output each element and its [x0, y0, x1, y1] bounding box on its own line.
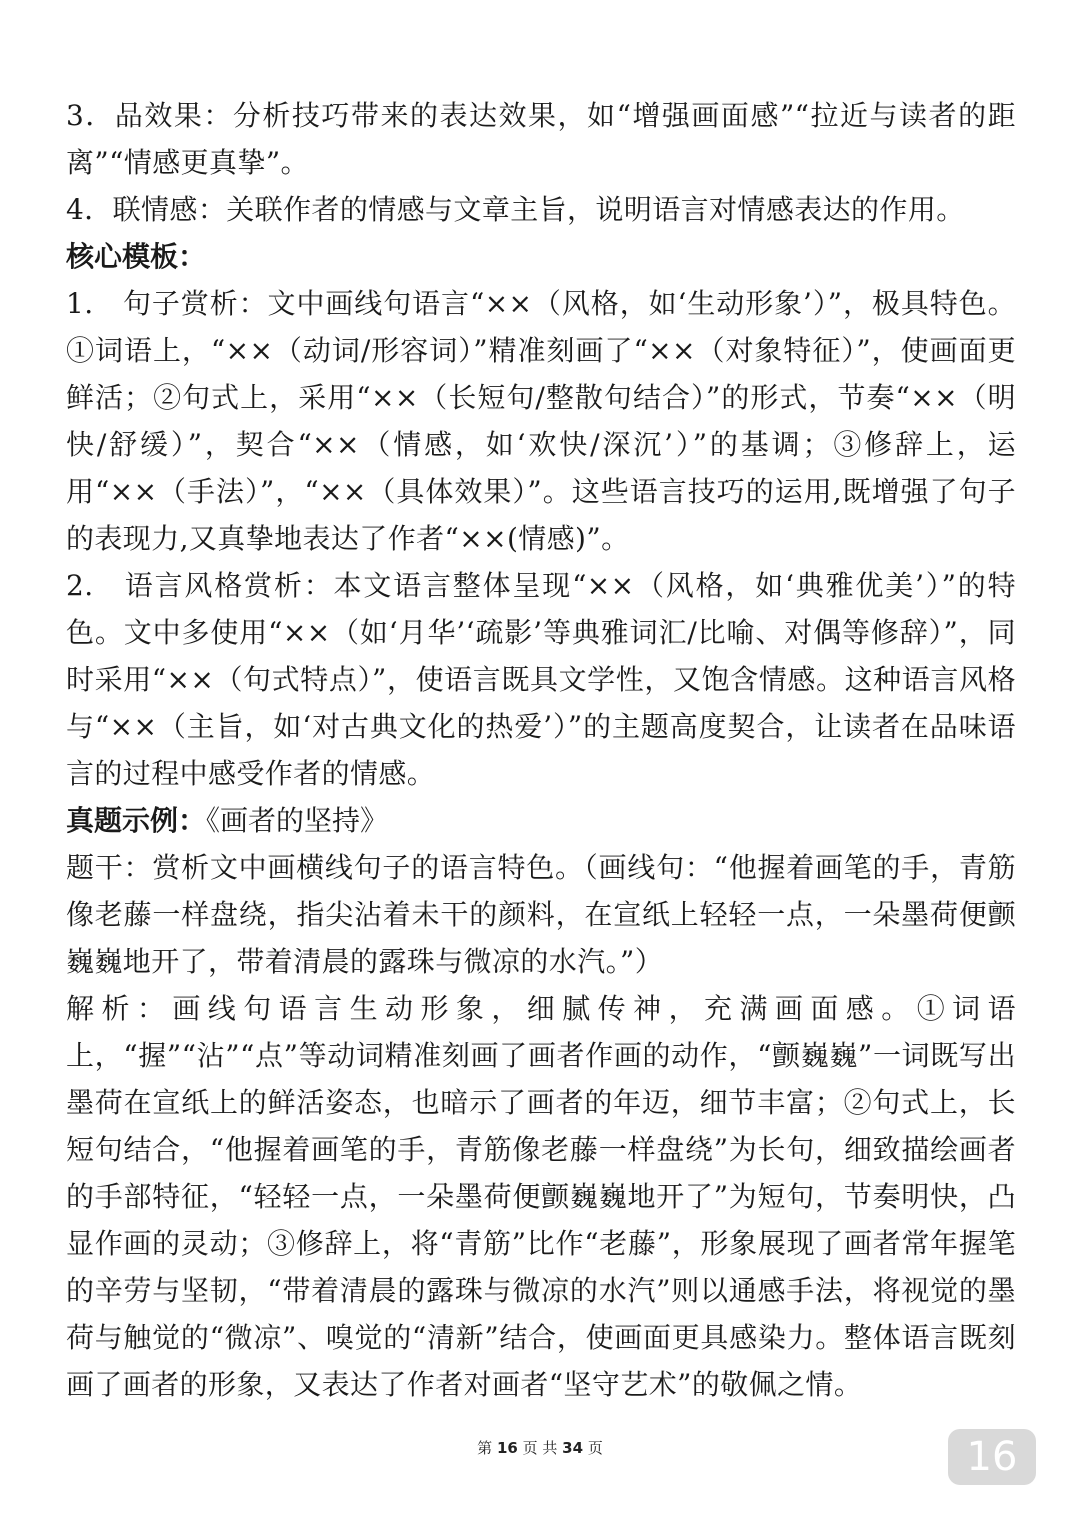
template-item-2: 2. 语言风格赏析：本文语言整体呈现“××（风格，如‘典雅优美’）”的特色。文中多使用“××（如‘月华’‘疏影’等典雅词汇/比喻、对偶等修辞）”，同时采用“××（句式特点）”，使语言既具文学性，又饱含情感。这种语言风格与“××（主旨，如‘对古典文化的热爱’）”的主题高度契合，让读者在品味语言的过程中感受作者的情感。: [66, 569, 1016, 790]
example-heading: 真题示例：: [66, 804, 207, 837]
footer-suffix: 页: [587, 1439, 603, 1457]
page-number-badge: 16: [948, 1429, 1036, 1485]
example-heading-line: [66, 797, 1016, 844]
step-3-paragraph: 3．品效果：分析技巧带来的表达效果，如“增强画面感”“拉近与读者的距离”“情感更真挚”。: [66, 99, 1016, 179]
template-item-1: 1. 句子赏析：文中画线句语言“××（风格，如‘生动形象’）”，极具特色。①词语上，“××（动词/形容词）”精准刻画了“××（对象特征）”，使画面更鲜活；②句式上，采用“××（长短句/整散句结合）”的形式，节奏“××（明快/舒缓）”，契合“××（情感，如‘欢快/深沉’）”的基调；③修辞上，运用“××（手法）”，“××（具体效果）”。这些语言技巧的运用,既增强了句子的表现力,又真挚地表达了作者“××(情感)”。: [66, 287, 1016, 555]
example-title: 《画者的坚持》: [206, 804, 389, 837]
page-footer: [0, 1437, 1080, 1458]
footer-current-page: 16: [496, 1439, 518, 1457]
document-body: [66, 92, 1016, 1408]
template-heading: 核心模板：: [66, 240, 207, 273]
example-analysis: 解析：画线句语言生动形象，细腻传神，充满画面感。①词语上，“握”“沾”“点”等动词精准刻画了画者作画的动作，“颤巍巍”一词既写出墨荷在宣纸上的鲜活姿态，也暗示了画者的年迈，细节丰富；②句式上，长短句结合，“他握着画笔的手，青筋像老藤一样盘绕”为长句，细致描绘画者的手部特征，“轻轻一点，一朵墨荷便颤巍巍地开了”为短句，节奏明快，凸显作画的灵动；③修辞上，将“青筋”比作“老藤”，形象展现了画者常年握笔的辛劳与坚韧，“带着清晨的露珠与微凉的水汽”则以通感手法，将视觉的墨荷与触觉的“微凉”、嗅觉的“清新”结合，使画面更具感染力。整体语言既刻画了画者的形象，又表达了作者对画者“坚守艺术”的敬佩之情。: [66, 992, 1016, 1401]
footer-total-pages: 34: [562, 1439, 584, 1457]
example-question: 题干：赏析文中画横线句子的语言特色。（画线句：“他握着画笔的手，青筋像老藤一样盘绕，指尖沾着未干的颜料，在宣纸上轻轻一点，一朵墨荷便颤巍巍地开了，带着清晨的露珠与微凉的水汽。”）: [66, 851, 1016, 978]
footer-middle: 页 共: [522, 1439, 558, 1457]
step-4-paragraph: 4．联情感：关联作者的情感与文章主旨，说明语言对情感表达的作用。: [66, 193, 965, 226]
footer-prefix: 第: [477, 1439, 493, 1457]
